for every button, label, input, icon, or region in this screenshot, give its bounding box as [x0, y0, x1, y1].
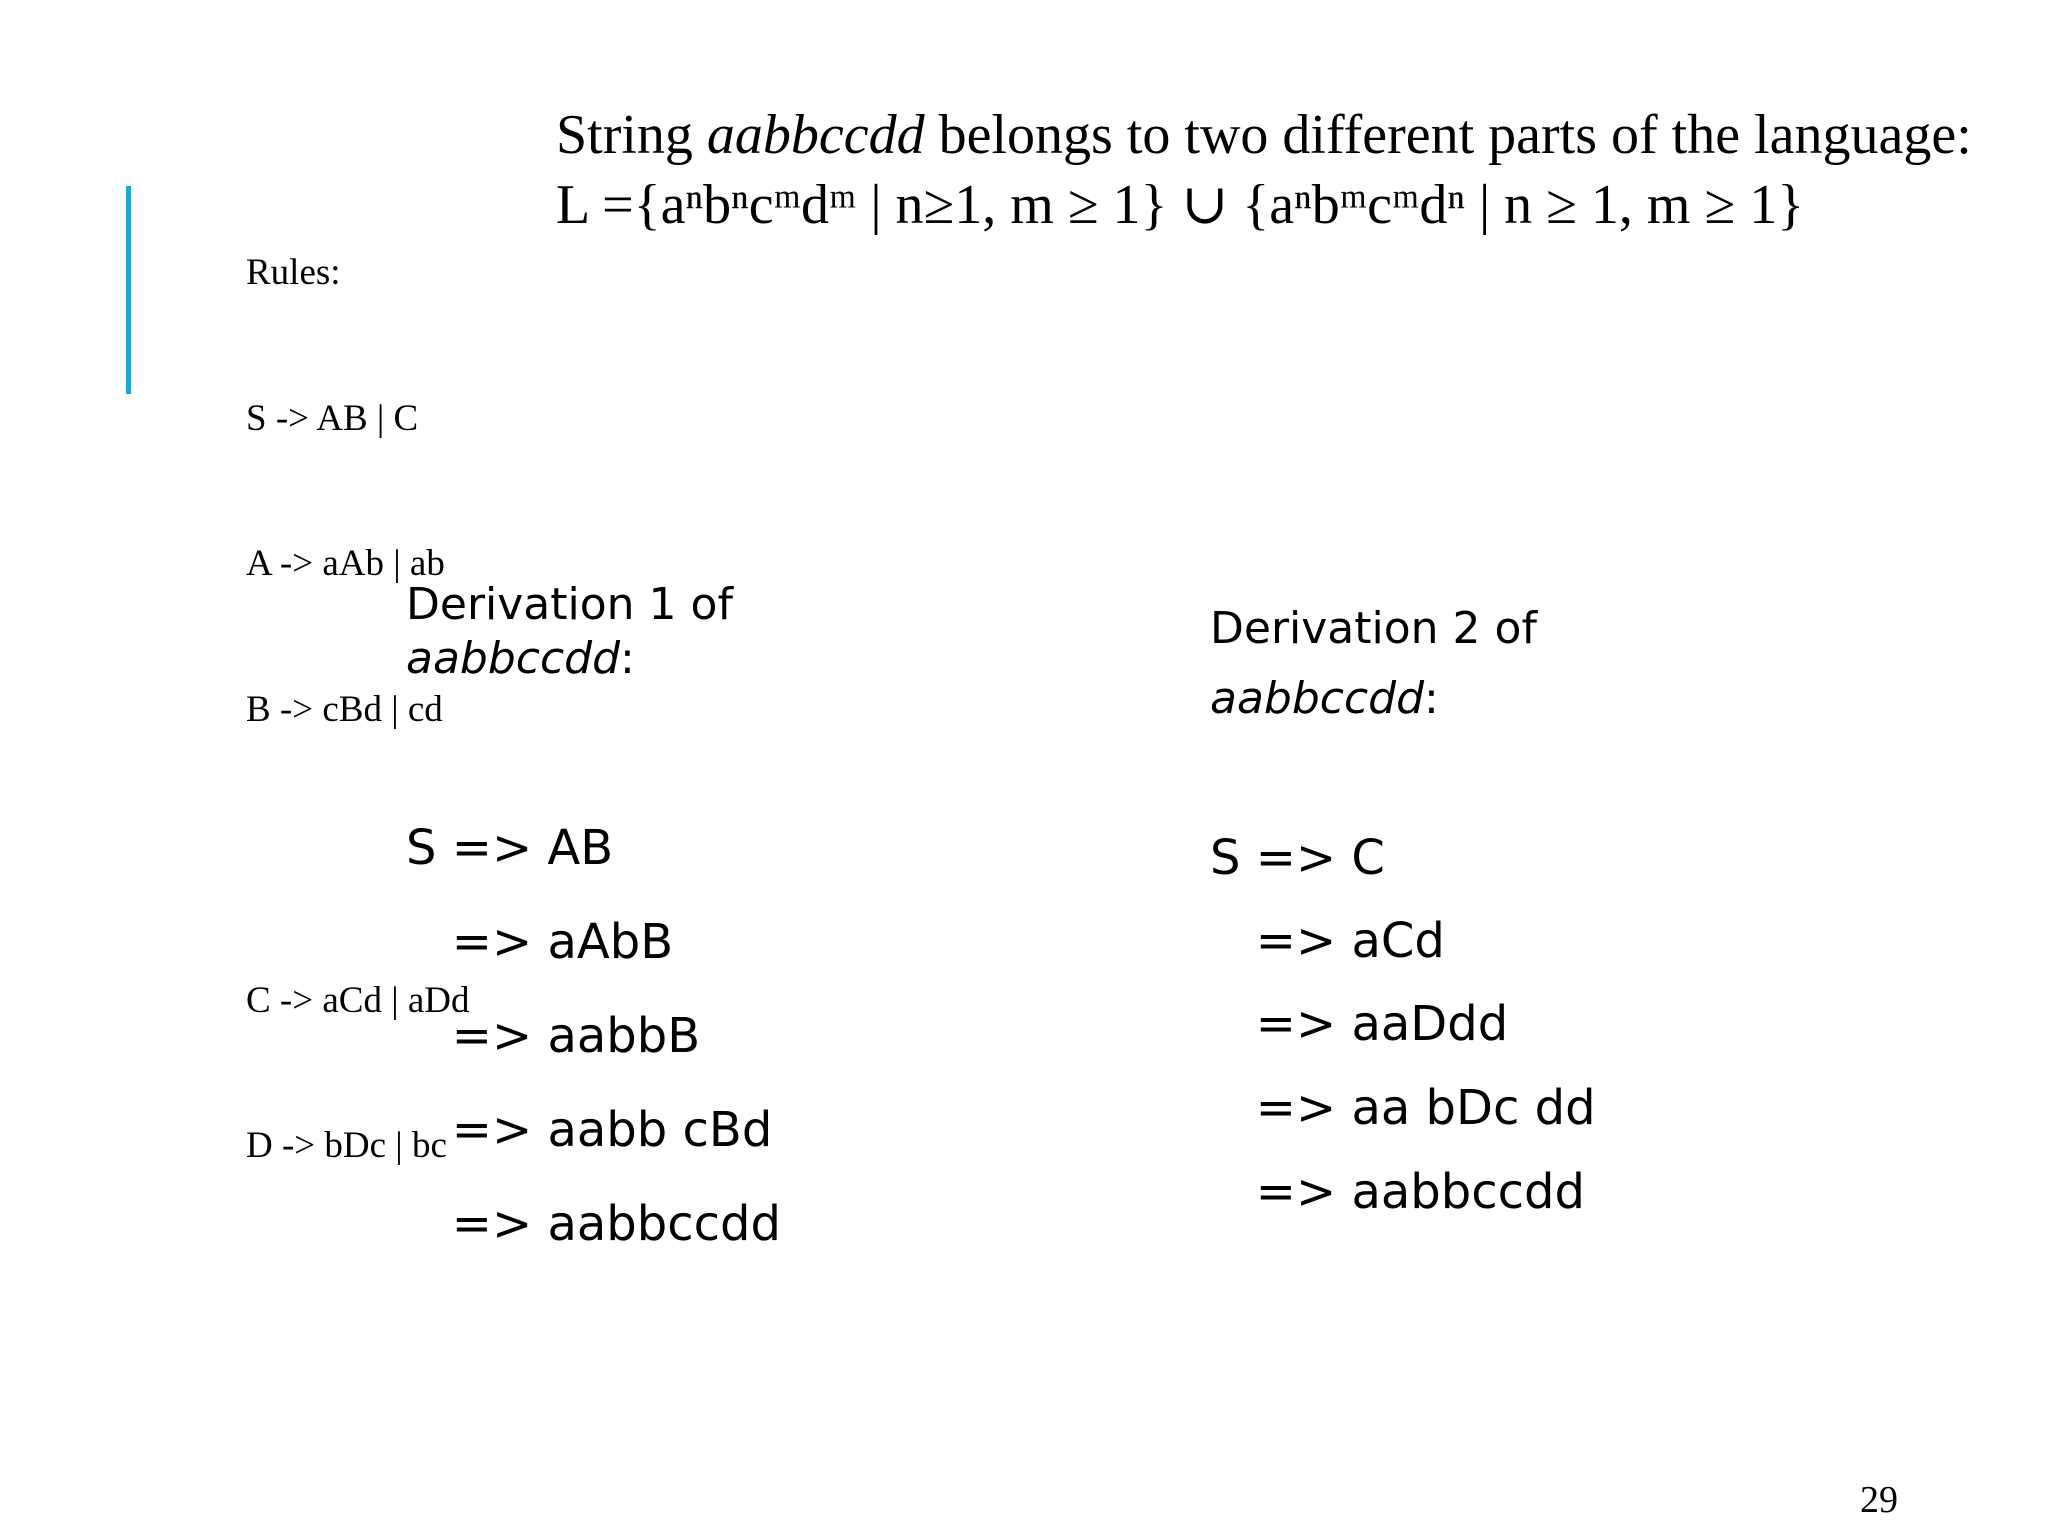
page-number: 29 [1860, 1479, 1898, 1521]
derivation-2-title-line1: Derivation 2 of [1210, 603, 1537, 654]
derivation-2-steps: S => C => aCd => aaDdd => aa bDc dd => aabbccdd [1210, 830, 1596, 1220]
derivation-2-string: aabbccdd [1210, 673, 1425, 724]
header-string: aabbccdd [706, 104, 925, 166]
rule-line: S -> AB | C [246, 397, 419, 439]
rule-line: B -> cBd | cd [246, 688, 443, 730]
rules-title: Rules: [246, 252, 341, 293]
header-line-1 [556, 100, 1972, 170]
derivation-1-steps: S => AB => aAbB => aabbB => aabb cBd => aabbccdd [406, 820, 781, 1252]
derivation-1-title-line2 [406, 632, 733, 686]
header-line-2: L ={aⁿbⁿcᵐdᵐ | n≥1, m ≥ 1} ∪ {aⁿbᵐcᵐdⁿ | n ≥ 1, m ≥ 1} [556, 174, 1805, 236]
rule-line: C -> aCd | aDd [246, 979, 470, 1021]
language-header [556, 100, 1972, 240]
derivation-1-string: aabbccdd [406, 633, 621, 684]
rule-line: D -> bDc | bc [246, 1125, 447, 1166]
header-prefix: String [556, 104, 707, 166]
derivation-2-title [1210, 594, 1537, 734]
rule-line: A -> aAb | ab [246, 543, 445, 584]
derivation-1-colon: : [620, 633, 635, 684]
derivation-2-colon: : [1424, 673, 1439, 724]
derivation-1-title-line1: Derivation 1 of [406, 579, 733, 630]
accent-bar [126, 186, 131, 394]
derivation-1-title [406, 578, 733, 686]
header-suffix: belongs to two different parts of the language: [924, 104, 1972, 166]
derivation-2-title-line2 [1210, 664, 1537, 734]
